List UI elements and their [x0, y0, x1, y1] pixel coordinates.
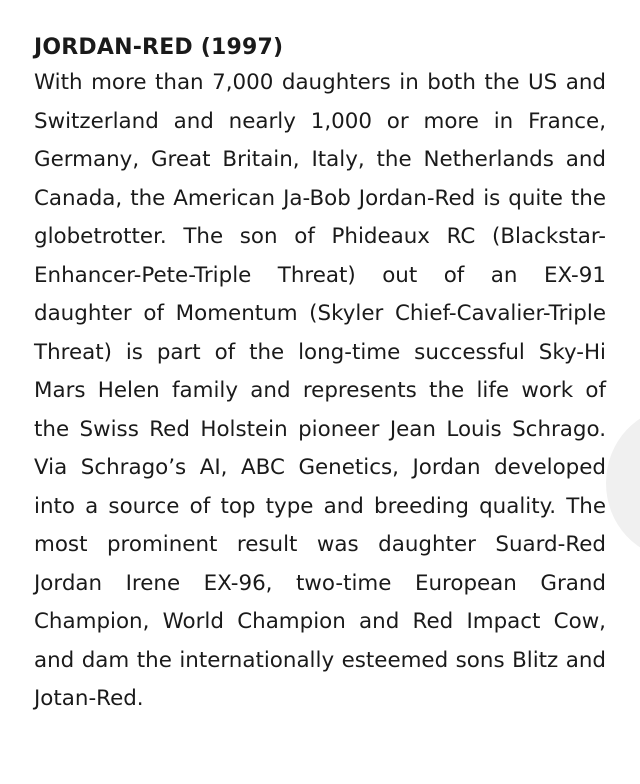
article-title: JORDAN-RED (1997)	[34, 35, 284, 60]
decorative-circle	[606, 408, 640, 558]
article	[34, 32, 606, 719]
article-body: With more than 7,000 daughters in both the US and Switzerland and nearly 1,000 or more in France, Germany, Great Britain, Italy, the Netherlands and Canada, the American Ja-Bob Jordan-Red is quite the globetrotter. The son of Phideaux RC (Blackstar-Enhancer-Pete-Triple Threat) out of an EX-91 daughter of Momentum (Skyler Chief-Cavalier-Triple Threat) is part of the long-time successful Sky-Hi Mars Helen family and represents the life work of the Swiss Red Holstein pioneer Jean Louis Schrago. Via Schrago’s AI, ABC Genetics, Jordan developed into a source of top type and breeding quality. The most prominent result was daughter Suard-Red Jordan Irene EX-96, two-time European Grand Champion, World Champion and Red Impact Cow, and dam the internationally esteemed sons Blitz and Jotan-Red.	[34, 70, 606, 711]
